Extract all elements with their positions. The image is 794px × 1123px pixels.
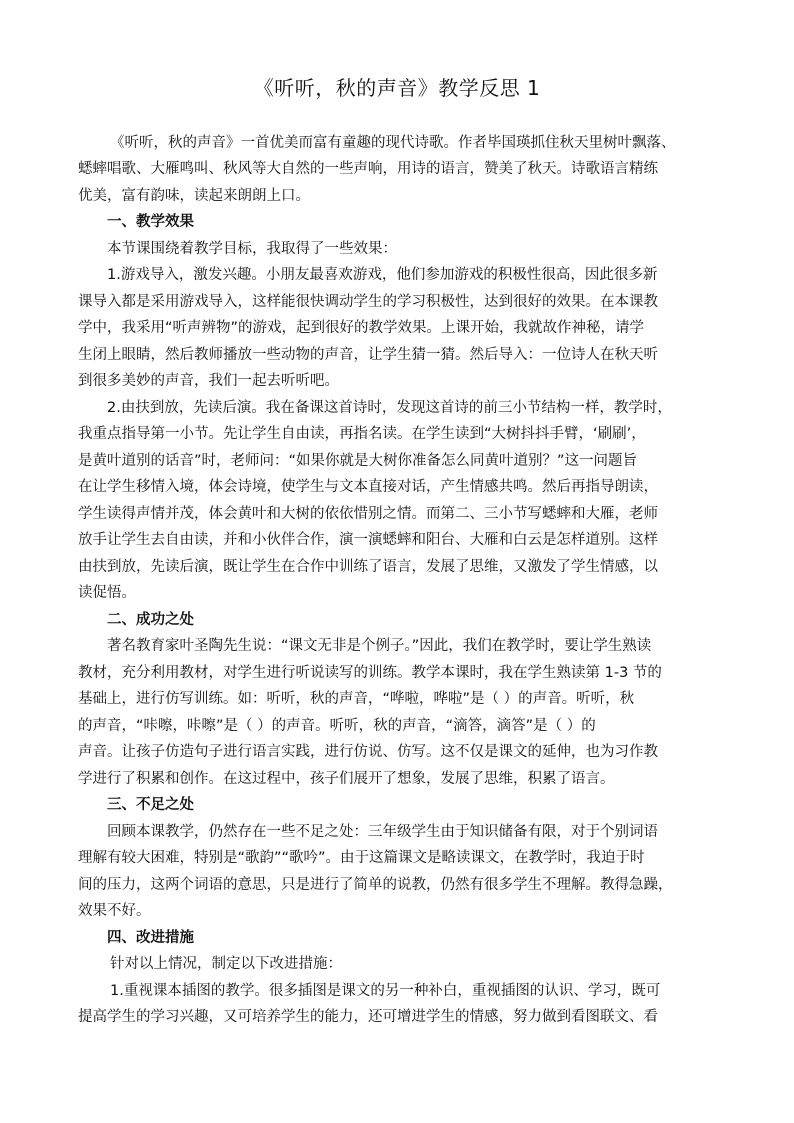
section-heading: 二、成功之处 — [107, 612, 194, 628]
paragraph-line: 提高学生的学习兴趣，又可培养学生的能力，还可增进学生的情感，努力做到看图联文、看 — [78, 1009, 658, 1025]
section-heading: 四、改进措施 — [107, 930, 194, 946]
paragraph-line: 蟋蟀唱歌、大雁鸣叫、秋风等大自然的一些声响，用诗的语言，赞美了秋天。诗歌语言精练 — [78, 161, 658, 177]
paragraph-line: 教材，充分利用教材，对学生进行听说读写的训练。教学本课时，我在学生熟读第 1-3 节的 — [78, 665, 662, 681]
paragraph-line: 学中，我采用“听声辨物”的游戏，起到很好的教学效果。上课开始，我就故作神秘，请学 — [78, 320, 645, 336]
paragraph-line: 著名教育家叶圣陶先生说：“课文无非是个例子。”因此，我们在教学时，要让学生熟读 — [107, 638, 652, 654]
paragraph-line: 是黄叶道别的话音”时，老师问：“如果你就是大树你准备怎么同黄叶道别？”这一问题旨 — [78, 453, 638, 469]
paragraph-line: 优美，富有韵味，读起来朗朗上口。 — [78, 188, 310, 204]
section-heading: 三、不足之处 — [107, 797, 194, 813]
paragraph-line: 在让学生移情入境，体会诗境，使学生与文本直接对话，产生情感共鸣。然后再指导朗读， — [78, 479, 658, 495]
paragraph-line: 理解有较大困难，特别是“歌韵”“歌吟”。由于这篇课文是略读课文，在教学时，我迫于时 — [78, 850, 645, 866]
paragraph-line: 声音。让孩子仿造句子进行语言实践，进行仿说、仿写。这不仅是课文的延伸，也为习作教 — [78, 744, 658, 760]
paragraph-line: 课导入都是采用游戏导入，这样能很快调动学生的学习积极性，达到很好的效果。在本课教 — [78, 294, 658, 310]
paragraph-line: 《听听，秋的声音》一首优美而富有童趣的现代诗歌。作者毕国瑛抓住秋天里树叶飘落、 — [110, 135, 676, 151]
paragraph-line: 我重点指导第一小节。先让学生自由读，再指名读。在学生读到“大树抖抖手臂，‘刷刷’， — [78, 426, 646, 442]
paragraph-line: 到很多美妙的声音，我们一起去听听吧。 — [78, 373, 339, 389]
paragraph-line: 基础上，进行仿写训练。如：听听，秋的声音，“哗啦，哗啦”是（ ）的声音。听听，秋 — [78, 691, 635, 707]
paragraph-line: 2.由扶到放，先读后演。我在备课这首诗时，发现这首诗的前三小节结构一样，教学时， — [107, 400, 672, 416]
paragraph-line: 由扶到放，先读后演，既让学生在合作中训练了语言，发展了思维，又激发了学生情感，以 — [78, 559, 658, 575]
paragraph-line: 的声音，“咔嚓，咔嚓”是（ ）的声音。听听，秋的声音，“滴答，滴答”是（ ）的 — [78, 718, 596, 734]
paragraph-line: 1.游戏导入，激发兴趣。小朋友最喜欢游戏，他们参加游戏的积极性很高，因此很多新 — [107, 267, 658, 283]
paragraph-line: 读促悟。 — [78, 585, 136, 601]
paragraph-line: 本节课围绕着教学目标，我取得了一些效果： — [107, 241, 397, 257]
paragraph-line: 回顾本课教学，仍然存在一些不足之处：三年级学生由于知识储备有限，对于个别词语 — [107, 824, 658, 840]
paragraph-line: 间的压力，这两个词语的意思，只是进行了简单的说教，仍然有很多学生不理解。教得急躁， — [78, 877, 673, 893]
paragraph-line: 生闭上眼睛，然后教师播放一些动物的声音，让学生猜一猜。然后导入：一位诗人在秋天听 — [78, 347, 658, 363]
paragraph-line: 学进行了积累和创作。在这过程中，孩子们展开了想象，发展了思维，积累了语言。 — [78, 771, 615, 787]
paragraph-line: 1.重视课本插图的教学。很多插图是课文的另一种补白，重视插图的认识、学习，既可 — [110, 983, 661, 999]
section-heading: 一、教学效果 — [107, 214, 194, 230]
paragraph-line: 学生读得声情并茂，体会黄叶和大树的依依惜别之情。而第二、三小节写蟋蟀和大雁，老师 — [78, 506, 658, 522]
document-title: 《听听，秋的声音》教学反思 1 — [253, 76, 541, 100]
paragraph-line: 针对以上情况，制定以下改进措施： — [110, 956, 342, 972]
paragraph-line: 效果不好。 — [78, 903, 151, 919]
paragraph-line: 放手让学生去自由读，并和小伙伴合作，演一演蟋蟀和阳台、大雁和白云是怎样道别。这样 — [78, 532, 658, 548]
